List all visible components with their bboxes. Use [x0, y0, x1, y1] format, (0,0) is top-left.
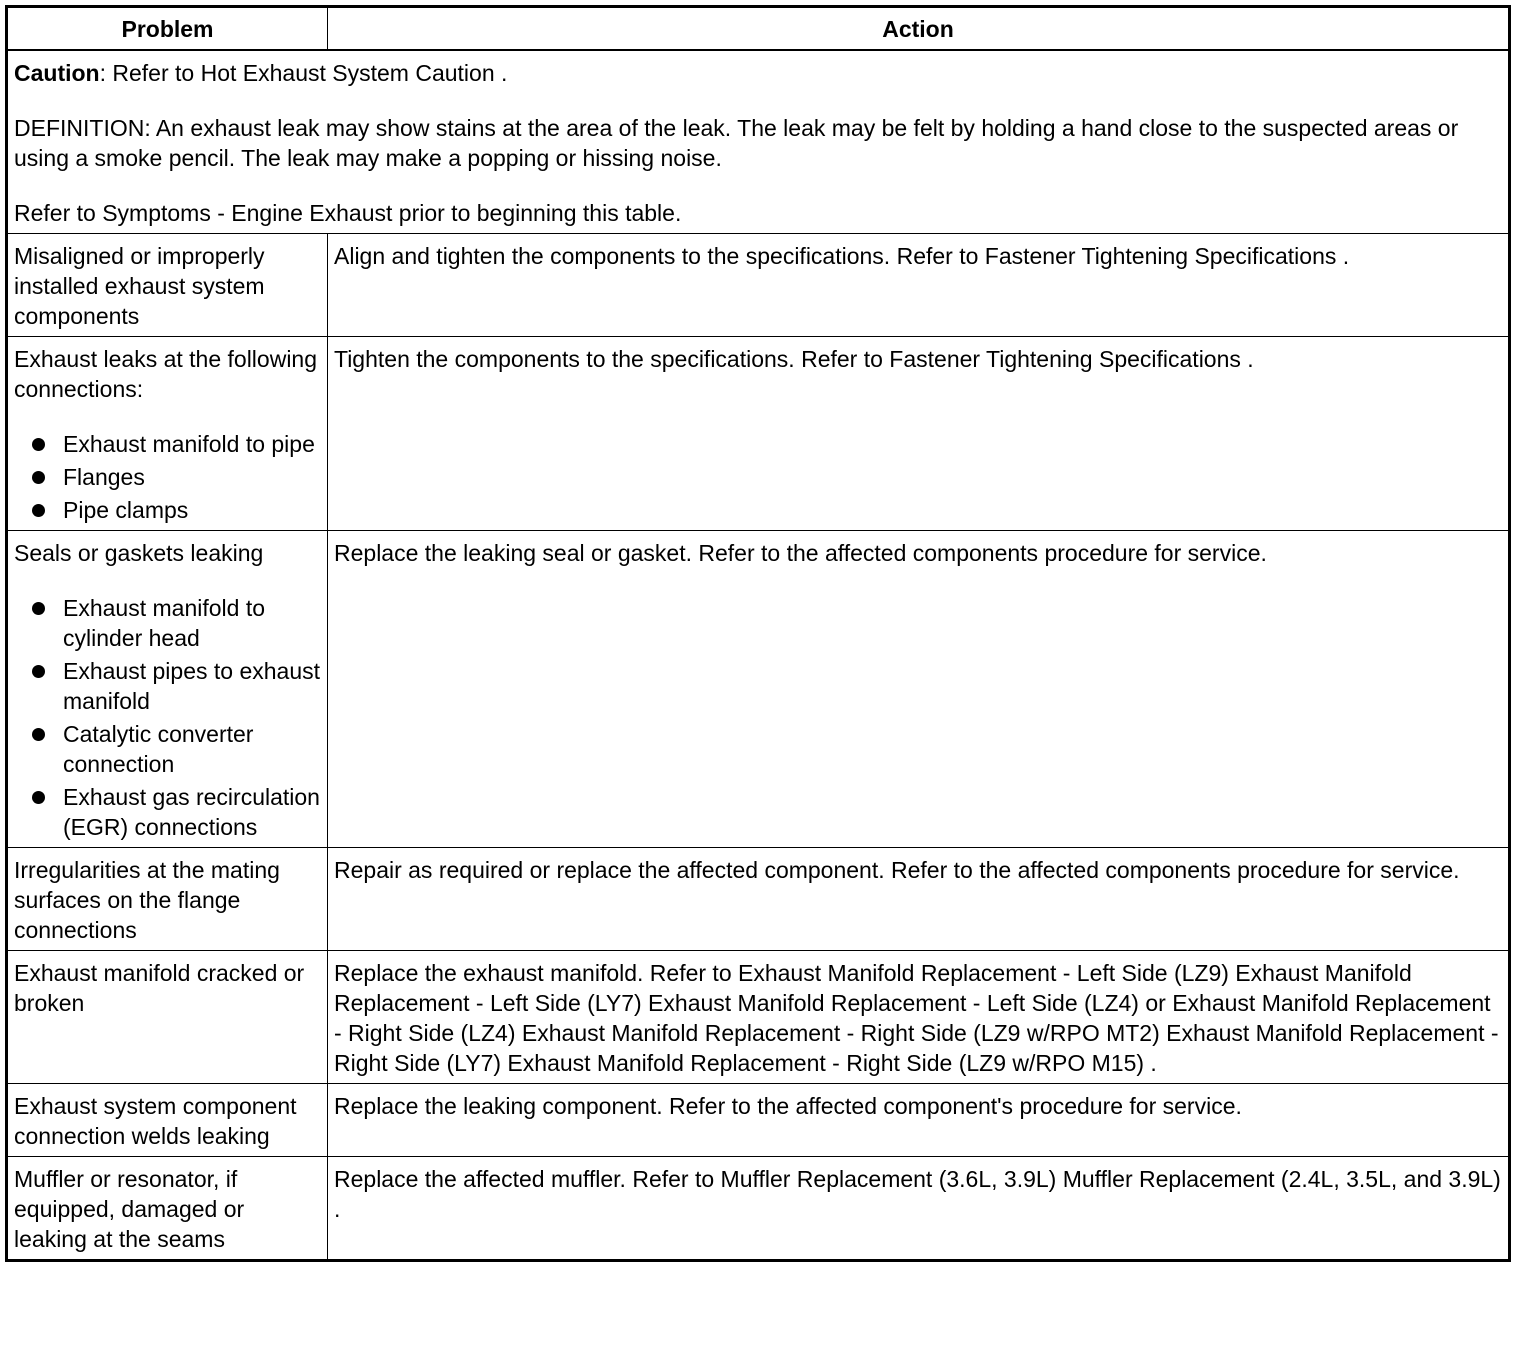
problem-text: Exhaust leaks at the following connections: — [14, 346, 318, 402]
table-row — [7, 951, 1510, 1084]
bullet-icon — [32, 665, 45, 678]
connection-list — [14, 429, 323, 525]
bullet-icon — [32, 471, 45, 484]
problem-cell — [7, 531, 328, 848]
table-row — [7, 337, 1510, 531]
definition-text: DEFINITION: An exhaust leak may show stains at the area of the leak. The leak may be felt by holding a hand close to the suspected areas or using a smoke pencil. The leak may make a popping or hissing noise. — [14, 115, 1459, 171]
list-item-text: Exhaust pipes to exhaust manifold — [63, 658, 320, 714]
action-column-header: Action — [328, 7, 1510, 51]
caution-paragraph — [14, 58, 1504, 88]
action-cell: Replace the leaking seal or gasket. Refer to the affected components procedure for service. — [328, 531, 1510, 848]
problem-column-header: Problem — [7, 7, 328, 51]
caution-label: Caution — [14, 60, 100, 86]
problem-cell: Exhaust manifold cracked or broken — [7, 951, 328, 1084]
action-cell: Align and tighten the components to the specifications. Refer to Fastener Tightening Specifications . — [328, 234, 1510, 337]
problem-cell: Muffler or resonator, if equipped, damaged or leaking at the seams — [7, 1157, 328, 1261]
table-row — [7, 531, 1510, 848]
action-cell: Repair as required or replace the affected component. Refer to the affected components procedure for service. — [328, 848, 1510, 951]
list-item — [14, 593, 323, 653]
seal-list — [14, 593, 323, 842]
header-row — [7, 7, 1510, 51]
list-item — [14, 782, 323, 842]
bullet-icon — [32, 602, 45, 615]
list-item — [14, 719, 323, 779]
caution-text: : Refer to Hot Exhaust System Caution . — [99, 60, 508, 86]
table-row — [7, 1084, 1510, 1157]
list-item — [14, 656, 323, 716]
problem-cell: Irregularities at the mating surfaces on the flange connections — [7, 848, 328, 951]
list-item-text: Exhaust gas recirculation (EGR) connections — [63, 784, 320, 840]
bullet-icon — [32, 728, 45, 741]
intro-row — [7, 50, 1510, 234]
problem-text: Seals or gaskets leaking — [14, 540, 264, 566]
problem-cell — [7, 337, 328, 531]
list-item-text: Exhaust manifold to cylinder head — [63, 595, 266, 651]
list-item-text: Exhaust manifold to pipe — [63, 431, 315, 457]
problem-cell: Misaligned or improperly installed exhaust system components — [7, 234, 328, 337]
symptoms-reference-text: Refer to Symptoms - Engine Exhaust prior to beginning this table. — [14, 200, 682, 226]
list-item-text: Catalytic converter connection — [63, 721, 254, 777]
table-row — [7, 234, 1510, 337]
action-cell: Replace the leaking component. Refer to the affected component's procedure for service. — [328, 1084, 1510, 1157]
list-item — [14, 429, 323, 459]
table-row — [7, 1157, 1510, 1261]
diagnostic-table — [5, 5, 1511, 1262]
list-item — [14, 462, 323, 492]
list-item-text: Pipe clamps — [63, 497, 189, 523]
list-item-text: Flanges — [63, 464, 145, 490]
bullet-icon — [32, 791, 45, 804]
problem-cell: Exhaust system component connection welds leaking — [7, 1084, 328, 1157]
action-cell: Replace the affected muffler. Refer to Muffler Replacement (3.6L, 3.9L) Muffler Replacement (2.4L, 3.5L, and 3.9L) . — [328, 1157, 1510, 1261]
action-cell: Tighten the components to the specifications. Refer to Fastener Tightening Specifications . — [328, 337, 1510, 531]
list-item — [14, 495, 323, 525]
table-row — [7, 848, 1510, 951]
action-cell: Replace the exhaust manifold. Refer to Exhaust Manifold Replacement - Left Side (LZ9) Exhaust Manifold Replacement - Left Side (LY7) Exhaust Manifold Replacement - Left Side (LZ4) or Exhaust Manifold Replacement - Right Side (LZ4) Exhaust Manifold Replacement - Right Side (LZ9 w/RPO MT2) Exhaust Manifold Replacement - Right Side (LY7) Exhaust Manifold Replacement - Right Side (LZ9 w/RPO M15) . — [328, 951, 1510, 1084]
intro-cell — [7, 50, 1510, 234]
bullet-icon — [32, 438, 45, 451]
bullet-icon — [32, 504, 45, 517]
